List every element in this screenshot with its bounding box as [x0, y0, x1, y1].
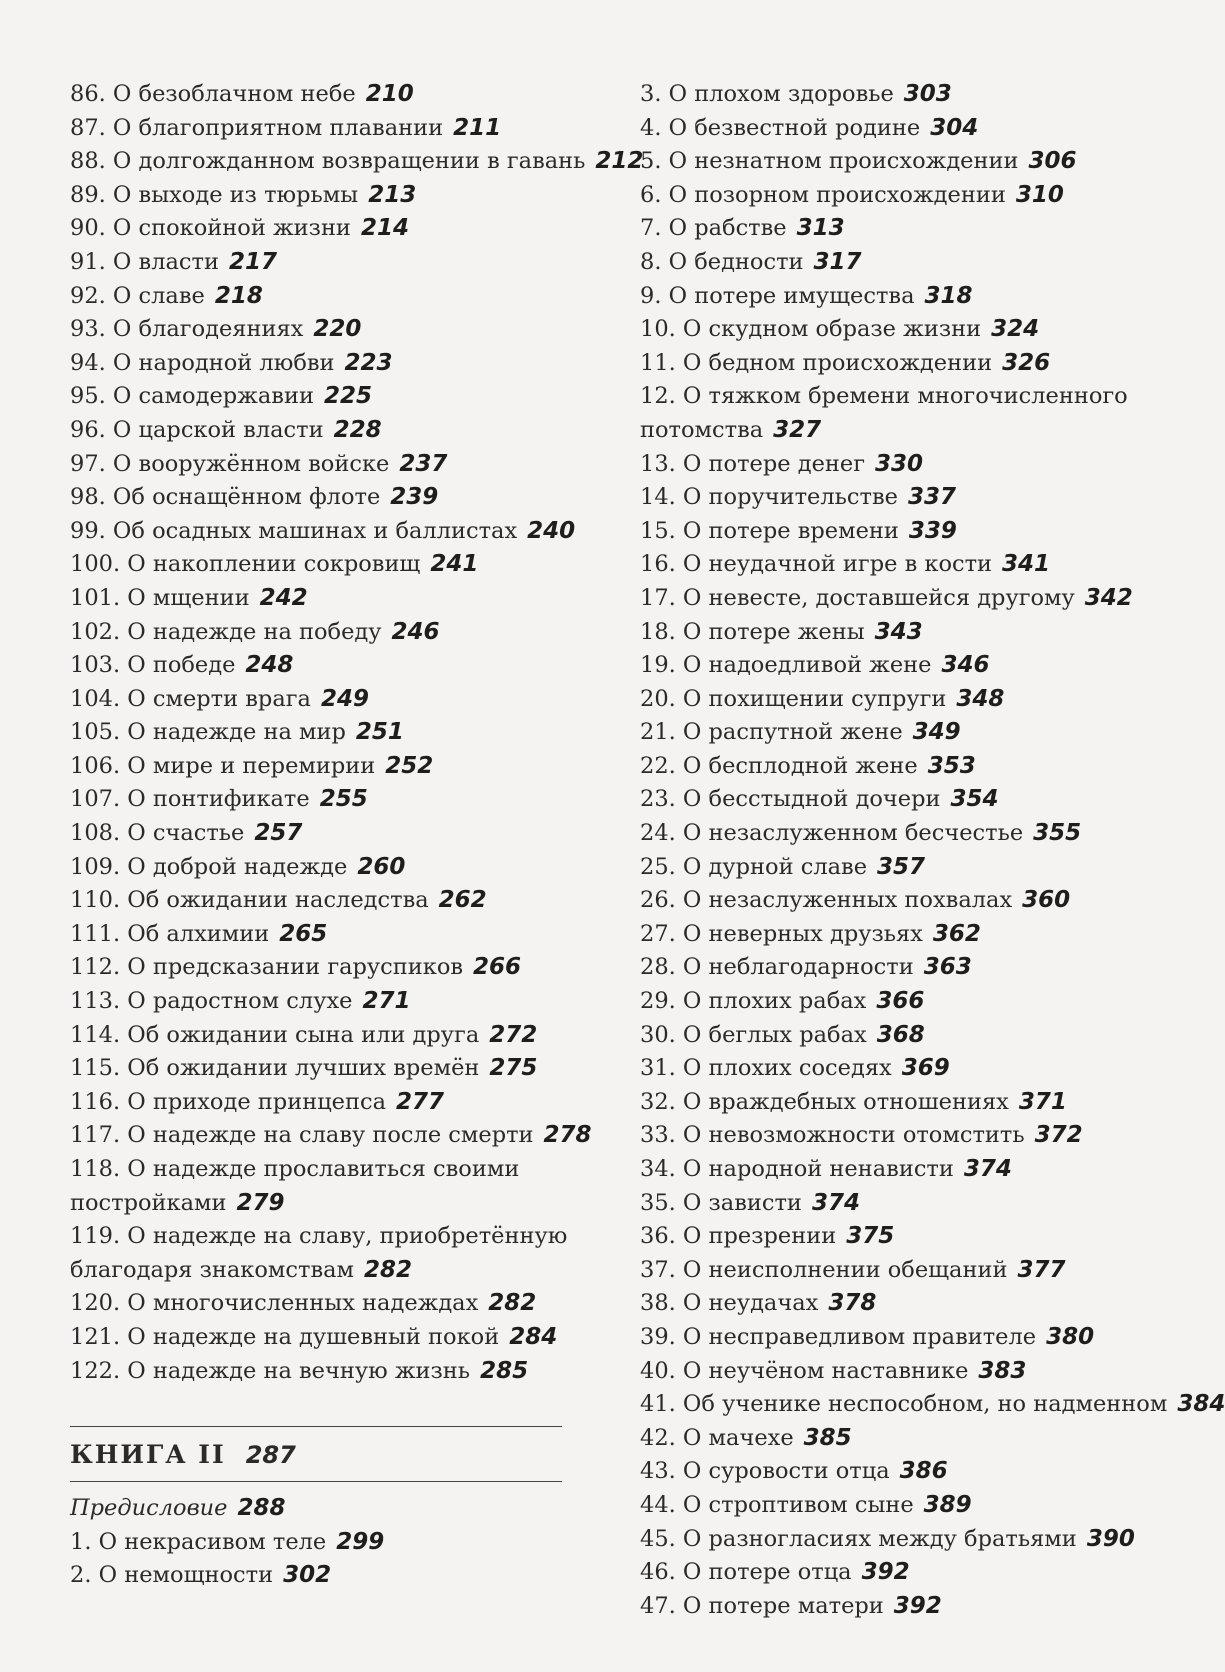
toc-entry-title: 119. О надежде на славу, приобретённую: [70, 1223, 568, 1250]
toc-entry-page-number: 310: [1015, 181, 1064, 208]
toc-entry-page-number: 275: [489, 1055, 538, 1082]
toc-entry: [640, 1254, 1180, 1288]
toc-entry-title: 12. О тяжком бремени многочисленного: [640, 383, 1128, 410]
toc-entry: [70, 1119, 592, 1153]
toc-entry: [70, 582, 570, 616]
toc-entry-title: постройками: [70, 1189, 227, 1216]
toc-entry-title: 44. О строптивом сыне: [640, 1491, 914, 1518]
toc-entry-page-number: 272: [489, 1021, 538, 1048]
toc-entry-title: 94. О народной любви: [70, 349, 335, 376]
toc-entry: [640, 179, 1180, 213]
toc-entry-title: 16. О неудачной игре в кости: [640, 551, 993, 578]
toc-entry: [640, 1455, 1180, 1489]
toc-entry-title: 34. О народной ненависти: [640, 1156, 954, 1182]
toc-entry: [640, 313, 1180, 347]
toc-entry: [70, 1355, 570, 1389]
toc-entry-title: 9. О потере имущества: [640, 282, 915, 309]
toc-entry-page-number: 378: [828, 1290, 877, 1317]
toc-entry: [70, 951, 570, 985]
toc-entry-title: 18. О потере жены: [640, 618, 865, 645]
toc-entry-page-number: 284: [509, 1323, 558, 1350]
toc-entry-page-number: 327: [773, 416, 822, 443]
toc-entry: [70, 212, 570, 246]
toc-entry-page-number: 348: [956, 685, 1005, 712]
toc-entry-page-number: 392: [861, 1559, 910, 1586]
toc-entry-page-number: 249: [320, 685, 369, 712]
toc-entry-page-number: 366: [876, 988, 925, 1015]
right-column: [640, 78, 1225, 1623]
top-rule: [70, 1426, 562, 1427]
toc-entry-title: 114. Об ожидании сына или друга: [70, 1021, 480, 1048]
toc-entry-title: 39. О несправедливом правителе: [640, 1323, 1037, 1350]
toc-entry-title: 21. О распутной жене: [640, 719, 903, 746]
toc-entry: [640, 1119, 1180, 1153]
toc-entry-title: 115. Об ожидании лучших времён: [70, 1055, 480, 1082]
toc-entry-page-number: 318: [924, 282, 973, 309]
toc-entry-title: 116. О приходе принцепса: [70, 1088, 386, 1115]
toc-entry-page-number: 390: [1086, 1525, 1135, 1552]
toc-entry-page-number: 355: [1033, 820, 1082, 847]
toc-entry: [640, 1287, 1180, 1321]
toc-entry-title: 17. О невесте, доставшейся другому: [640, 584, 1075, 611]
toc-entry-page-number: 277: [396, 1088, 445, 1115]
toc-entry-page-number: 220: [313, 316, 362, 343]
toc-entry: [70, 179, 570, 213]
left-column: [70, 78, 644, 1593]
toc-entry-title: 28. О неблагодарности: [640, 954, 914, 981]
toc-entry-title: 6. О позорном происхождении: [640, 181, 1006, 208]
toc-entry-title: 1. О некрасивом теле: [70, 1528, 327, 1555]
toc-entry: [640, 1052, 1180, 1086]
toc-entry: [70, 414, 570, 448]
toc-entry-title: 35. О зависти: [640, 1189, 802, 1216]
toc-entry: [70, 1220, 570, 1254]
right-toc-list: [640, 78, 1225, 1623]
toc-entry-title: 23. О бесстыдной дочери: [640, 786, 941, 813]
toc-entry: [70, 1086, 570, 1120]
toc-entry-title: 101. О мщении: [70, 584, 250, 611]
toc-entry-title: 112. О предсказании гаруспиков: [70, 954, 464, 981]
toc-entry-page-number: 371: [1018, 1088, 1067, 1115]
toc-entry-page-number: 266: [473, 954, 522, 981]
toc-entry-title: 19. О надоедливой жене: [640, 652, 932, 679]
toc-entry-page-number: 346: [941, 652, 990, 679]
toc-entry: [640, 817, 1180, 851]
toc-entry: [640, 78, 1180, 112]
toc-entry: [70, 817, 570, 851]
toc-entry-page-number: 257: [254, 820, 303, 847]
toc-entry-title: 89. О выходе из тюрьмы: [70, 181, 359, 208]
toc-entry-title: 8. О бедности: [640, 248, 804, 275]
toc-entry: [640, 582, 1180, 616]
toc-entry-title: 3. О плохом здоровье: [640, 81, 894, 107]
toc-entry: [640, 918, 1180, 952]
toc-entry-page-number: 324: [991, 316, 1040, 343]
toc-entry: [640, 616, 1180, 650]
toc-entry: [70, 112, 570, 146]
toc-entry-title: 103. О победе: [70, 652, 236, 679]
toc-entry-title: 30. О беглых рабах: [640, 1021, 867, 1048]
toc-entry-title: потомства: [640, 416, 764, 443]
toc-entry-page-number: 252: [385, 752, 434, 779]
toc-entry-title: 120. О многочисленных надеждах: [70, 1290, 479, 1317]
toc-entry-page-number: 271: [362, 988, 411, 1015]
toc-entry-title: 90. О спокойной жизни: [70, 215, 351, 242]
book-heading: [70, 1435, 570, 1475]
toc-entry-page-number: 317: [813, 248, 862, 275]
toc-entry-page-number: 389: [923, 1491, 972, 1518]
toc-entry-title: 107. О понтификате: [70, 786, 310, 813]
toc-entry: [640, 1086, 1180, 1120]
toc-entry: [70, 851, 570, 885]
toc-entry-title: 122. О надежде на вечную жизнь: [70, 1357, 471, 1384]
toc-entry-title: 47. О потере матери: [640, 1592, 884, 1619]
toc-entry-page-number: 375: [846, 1223, 895, 1250]
toc-entry: [70, 985, 570, 1019]
toc-entry-page-number: 255: [319, 786, 368, 813]
toc-entry-title: 40. О неучёном наставнике: [640, 1357, 969, 1384]
toc-entry-title: 11. О бедном происхождении: [640, 349, 993, 376]
toc-entry: [640, 347, 1180, 381]
toc-entry-page-number: 218: [214, 282, 263, 309]
toc-entry-page-number: 285: [480, 1357, 529, 1384]
toc-entry: [70, 347, 570, 381]
toc-entry-page-number: 326: [1002, 349, 1051, 376]
toc-entry: [640, 515, 1180, 549]
toc-entry: [70, 78, 570, 112]
toc-entry-page-number: 278: [543, 1122, 592, 1149]
toc-entry-title: 92. О славе: [70, 282, 205, 309]
toc-entry-title: 99. Об осадных машинах и баллистах: [70, 517, 518, 544]
toc-entry-title: 87. О благоприятном плавании: [70, 114, 444, 141]
toc-entry-page-number: 330: [874, 450, 923, 477]
toc-entry-page-number: 313: [796, 215, 845, 242]
toc-entry-page-number: 374: [963, 1156, 1012, 1182]
toc-entry-title: 15. О потере времени: [640, 517, 899, 544]
toc-entry-title: 24. О незаслуженном бесчестье: [640, 820, 1024, 847]
toc-entry: [640, 884, 1180, 918]
toc-entry-page-number: 211: [453, 114, 502, 141]
toc-entry-page-number: 214: [360, 215, 409, 242]
toc-entry-page-number: 279: [236, 1189, 285, 1216]
toc-entry: [70, 515, 576, 549]
toc-entry: [70, 1287, 570, 1321]
toc-entry: [70, 448, 570, 482]
toc-entry-title: 31. О плохих соседях: [640, 1055, 892, 1082]
toc-entry-title: 20. О похищении супруги: [640, 685, 947, 712]
toc-entry-page-number: 240: [527, 517, 576, 544]
toc-entry-title: 29. О плохих рабах: [640, 988, 867, 1015]
toc-entry-title: 27. О неверных друзьях: [640, 920, 923, 947]
toc-entry: [640, 414, 1180, 448]
toc-entry-title: 106. О мире и перемирии: [70, 752, 376, 779]
toc-entry: [70, 716, 570, 750]
toc-entry-page-number: 386: [899, 1458, 948, 1485]
toc-entry: [640, 1187, 1180, 1221]
toc-entry-page-number: 239: [390, 484, 439, 511]
toc-entry: [640, 380, 1180, 414]
toc-entry: [640, 1355, 1180, 1389]
toc-entry-page-number: 362: [932, 920, 981, 947]
toc-entry-title: 45. О разногласиях между братьями: [640, 1525, 1077, 1552]
toc-entry-title: 91. О власти: [70, 248, 219, 275]
toc-entry-title: 102. О надежде на победу: [70, 618, 382, 645]
toc-entry-title: 110. Об ожидании наследства: [70, 887, 429, 914]
toc-entry-page-number: 363: [923, 954, 972, 981]
toc-entry-page-number: 228: [333, 416, 382, 443]
toc-entry: [640, 649, 1180, 683]
toc-entry-page-number: 343: [874, 618, 923, 645]
toc-entry-page-number: 354: [950, 786, 999, 813]
toc-entry-title: 7. О рабстве: [640, 215, 787, 242]
toc-entry-page-number: 385: [803, 1424, 852, 1451]
preface-entry: [70, 1492, 570, 1526]
toc-entry-page-number: 341: [1002, 551, 1051, 578]
toc-entry-page-number: 212: [595, 148, 644, 175]
toc-entry-title: 33. О невозможности отомстить: [640, 1122, 1025, 1149]
toc-entry-title: 108. О счастье: [70, 820, 245, 847]
toc-entry-title: 37. О неисполнении обещаний: [640, 1256, 1008, 1283]
toc-entry-title: 41. Об ученике неспособном, но надменном: [640, 1391, 1168, 1418]
toc-entry-title: 25. О дурной славе: [640, 853, 868, 880]
toc-entry: [640, 246, 1180, 280]
toc-entry: [70, 1559, 570, 1593]
toc-entry: [70, 548, 570, 582]
toc-entry: [640, 716, 1180, 750]
toc-entry: [70, 380, 570, 414]
toc-entry: [640, 951, 1180, 985]
toc-entry: [70, 1254, 570, 1288]
toc-entry: [640, 783, 1180, 817]
toc-entry-page-number: 262: [438, 887, 487, 914]
toc-entry-title: 13. О потере денег: [640, 450, 865, 477]
toc-entry-title: 14. О поручительстве: [640, 484, 898, 511]
toc-entry-title: 38. О неудачах: [640, 1290, 819, 1317]
toc-entry: [70, 1019, 570, 1053]
toc-entry-page-number: 342: [1084, 584, 1133, 611]
toc-entry-title: 105. О надежде на мир: [70, 719, 346, 746]
toc-entry-page-number: 241: [430, 551, 479, 578]
toc-entry-title: 88. О долгожданном возвращении в гавань: [70, 148, 586, 175]
toc-entry-title: 111. Об алхимии: [70, 920, 270, 947]
toc-entry-title: 42. О мачехе: [640, 1424, 794, 1451]
toc-entry: [640, 1220, 1180, 1254]
toc-entry-title: благодаря знакомствам: [70, 1256, 355, 1283]
toc-entry: [640, 1388, 1225, 1422]
toc-entry-page-number: 282: [364, 1256, 413, 1283]
toc-entry: [640, 1321, 1180, 1355]
toc-entry-page-number: 242: [259, 584, 308, 611]
toc-entry-page-number: 384: [1177, 1391, 1225, 1418]
toc-entry-page-number: 368: [876, 1021, 925, 1048]
toc-entry-page-number: 304: [930, 114, 979, 141]
toc-entry-title: 36. О презрении: [640, 1223, 837, 1250]
toc-entry-title: 95. О самодержавии: [70, 383, 314, 410]
preface-page-number: 288: [237, 1495, 286, 1522]
toc-entry-page-number: 225: [323, 383, 372, 410]
toc-entry-page-number: 210: [365, 81, 414, 107]
toc-entry: [640, 985, 1180, 1019]
book-title: КНИГА II: [70, 1440, 226, 1470]
toc-entry-page-number: 374: [811, 1189, 860, 1216]
toc-entry-title: 26. О незаслуженных похвалах: [640, 887, 1013, 914]
toc-entry: [640, 112, 1180, 146]
toc-entry-page-number: 392: [893, 1592, 942, 1619]
toc-entry: [640, 1523, 1180, 1557]
toc-entry-page-number: 349: [912, 719, 961, 746]
toc-entry-page-number: 237: [399, 450, 448, 477]
toc-entry-title: 98. Об оснащённом флоте: [70, 484, 381, 511]
toc-entry: [640, 548, 1180, 582]
toc-entry-page-number: 372: [1034, 1122, 1083, 1149]
toc-entry-title: 46. О потере отца: [640, 1559, 852, 1586]
toc-entry-title: 109. О доброй надежде: [70, 853, 348, 880]
left-toc-list: [70, 78, 644, 1388]
toc-entry-page-number: 302: [283, 1562, 332, 1589]
toc-entry: [70, 246, 570, 280]
toc-entry: [70, 918, 570, 952]
toc-entry-title: 100. О накоплении сокровищ: [70, 551, 421, 578]
toc-entry-page-number: 357: [877, 853, 926, 880]
toc-entry-page-number: 353: [927, 752, 976, 779]
toc-entry-title: 22. О бесплодной жене: [640, 752, 918, 779]
toc-entry: [640, 683, 1180, 717]
toc-entry: [70, 313, 570, 347]
toc-entry-page-number: 248: [245, 652, 294, 679]
toc-entry: [70, 1526, 570, 1560]
toc-entry: [640, 145, 1180, 179]
toc-entry-title: 32. О враждебных отношениях: [640, 1088, 1009, 1115]
toc-entry-page-number: 265: [279, 920, 328, 947]
toc-entry: [640, 448, 1180, 482]
toc-entry-title: 2. О немощности: [70, 1562, 274, 1589]
toc-entry: [640, 212, 1180, 246]
toc-entry: [640, 1590, 1180, 1624]
toc-entry: [640, 1019, 1180, 1053]
toc-entry-title: 96. О царской власти: [70, 416, 324, 443]
toc-entry: [640, 750, 1180, 784]
toc-entry-title: 121. О надежде на душевный покой: [70, 1323, 500, 1350]
toc-entry-page-number: 299: [336, 1528, 385, 1555]
toc-entry: [70, 481, 570, 515]
toc-entry-title: 86. О безоблачном небе: [70, 81, 356, 107]
toc-entry-page-number: 260: [357, 853, 406, 880]
toc-entry: [640, 1489, 1180, 1523]
toc-entry-page-number: 213: [368, 181, 417, 208]
toc-entry: [70, 1052, 570, 1086]
toc-entry-page-number: 337: [907, 484, 956, 511]
toc-entry: [640, 1556, 1180, 1590]
toc-entry-page-number: 246: [391, 618, 440, 645]
toc-entry-title: 43. О суровости отца: [640, 1458, 890, 1485]
book-page-number: 287: [245, 1441, 296, 1470]
toc-entry-page-number: 377: [1017, 1256, 1066, 1283]
toc-entry-page-number: 360: [1022, 887, 1071, 914]
toc-entry: [70, 1153, 570, 1187]
toc-entry-page-number: 383: [978, 1357, 1027, 1384]
toc-entry: [70, 280, 570, 314]
toc-entry-title: 117. О надежде на славу после смерти: [70, 1122, 534, 1149]
toc-entry: [70, 649, 570, 683]
toc-entry: [70, 145, 644, 179]
book-toc-list: [70, 1526, 570, 1593]
toc-entry-title: 118. О надежде прославиться своими: [70, 1156, 520, 1182]
toc-entry-page-number: 282: [488, 1290, 537, 1317]
toc-entry-title: 104. О смерти врага: [70, 685, 311, 712]
toc-entry: [70, 1187, 570, 1221]
toc-entry-page-number: 217: [228, 248, 277, 275]
toc-entry: [70, 683, 570, 717]
toc-entry-page-number: 306: [1028, 148, 1077, 175]
toc-entry-title: 4. О безвестной родине: [640, 114, 921, 141]
toc-entry-title: 10. О скудном образе жизни: [640, 316, 982, 343]
toc-entry: [640, 280, 1180, 314]
toc-entry-page-number: 380: [1046, 1323, 1095, 1350]
toc-entry-page-number: 339: [908, 517, 957, 544]
toc-entry-page-number: 223: [344, 349, 393, 376]
toc-entry-title: 113. О радостном слухе: [70, 988, 353, 1015]
toc-entry: [70, 884, 570, 918]
toc-entry: [70, 616, 570, 650]
toc-entry: [640, 1422, 1180, 1456]
toc-entry: [70, 1321, 570, 1355]
toc-entry: [640, 851, 1180, 885]
toc-entry-title: 5. О незнатном происхождении: [640, 148, 1019, 175]
toc-entry: [640, 1153, 1180, 1187]
toc-entry-page-number: 303: [903, 81, 952, 107]
toc-entry: [70, 783, 570, 817]
toc-entry-page-number: 251: [355, 719, 404, 746]
toc-entry-page-number: 369: [901, 1055, 950, 1082]
toc-entry: [640, 481, 1180, 515]
toc-entry: [70, 750, 570, 784]
toc-entry-title: 93. О благодеяниях: [70, 316, 304, 343]
toc-entry-title: 97. О вооружённом войске: [70, 450, 390, 477]
preface-title: Предисловие: [70, 1495, 228, 1522]
